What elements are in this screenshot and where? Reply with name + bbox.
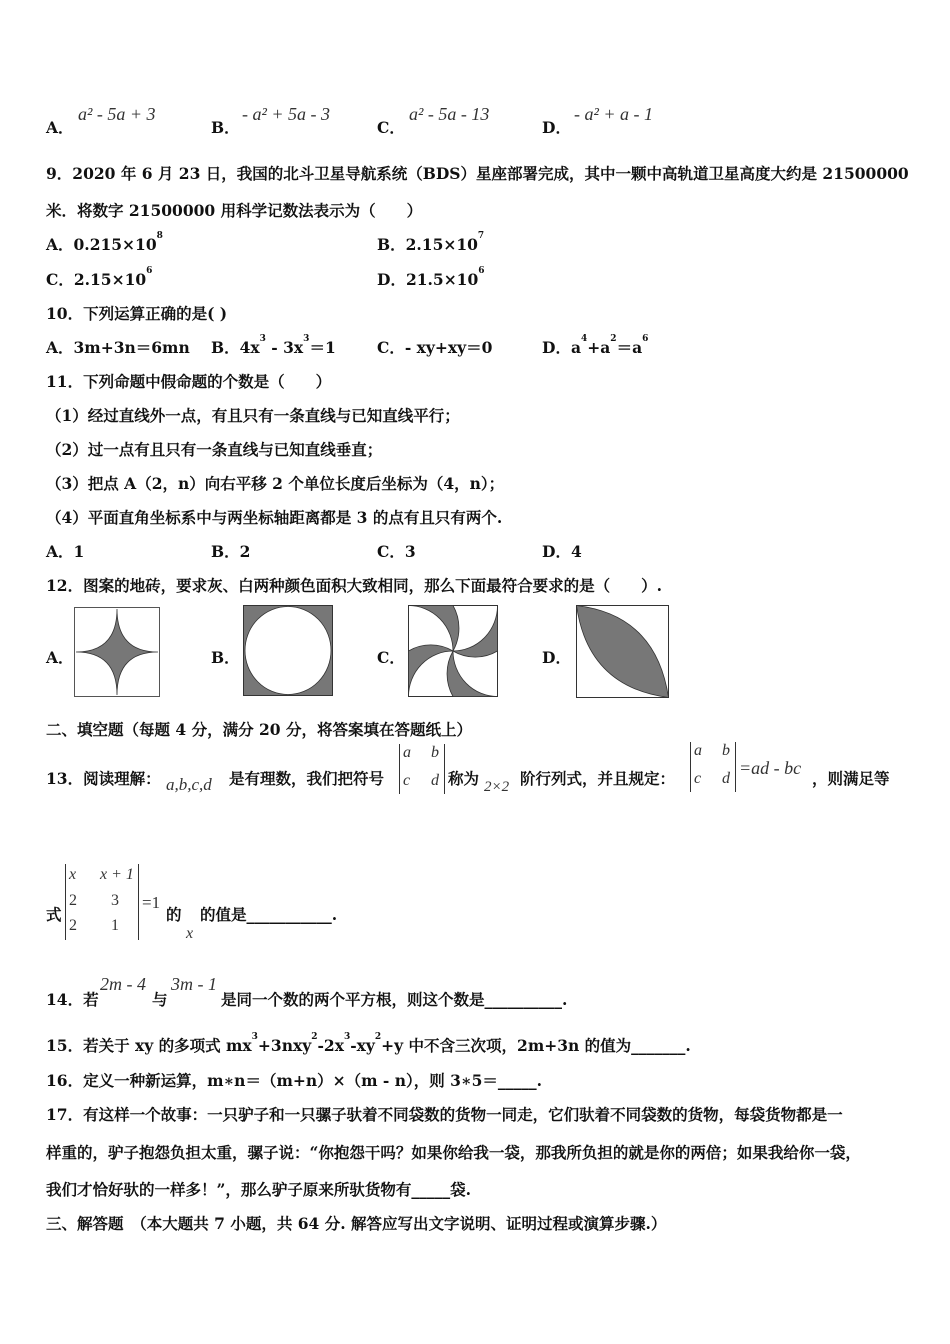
q16-stem: 16．定义一种新运算，m∗n＝（m+n）×（m - n），则 3∗5＝_____. (46, 1071, 543, 1090)
q17-line2: 样重的，驴子抱怨负担太重，骡子说：“你抱怨干吗？如果你给我一袋，那我所负担的就是你的两倍；如果我给你一袋， (46, 1143, 861, 1162)
q10-option-a: A．3m+3n＝6mn (46, 338, 190, 357)
q14-expr-2: 3m - 1 (171, 974, 217, 994)
q12-option-a-label: A． (46, 648, 74, 667)
q12-option-c-figure (408, 605, 498, 697)
q11-option-a: A．1 (46, 542, 85, 561)
q9-option-b: B．$2.15\times 10^7$ (377, 231, 485, 254)
q8-option-d-label: D． (542, 118, 571, 137)
q15-stem: 15．若关于 xy 的多项式 $mx^3+3nxy^2-2x^3-xy^2+y$ 中不含三次项，2m+3n 的值为_______. (46, 1032, 691, 1055)
q11-item-2: （2）过一点有且只有一条直线与已知直线垂直； (46, 440, 383, 459)
q13-text-8: 的值是___________. (200, 905, 338, 924)
q13-text-2: 是有理数，我们把符号 (229, 769, 385, 788)
q13-vars: a,b,c,d (166, 775, 212, 794)
q13-text-6: 式 (46, 905, 62, 924)
q11-option-b: B．2 (211, 542, 251, 561)
q13-matrix-symbol: a b c d (399, 744, 445, 794)
q11-item-3: （3）把点 A（2，n）向右平移 2 个单位长度后坐标为（4，n）； (46, 474, 505, 493)
q14-text-3: 是同一个数的两个平方根，则这个数是__________. (221, 990, 568, 1009)
q12-option-d-label: D． (542, 648, 571, 667)
q11-option-c: C．3 (377, 542, 416, 561)
q12-stem: 12．图案的地砖，要求灰、白两种颜色面积大致相同，那么下面最符合要求的是（ ）. (46, 576, 662, 595)
q11-item-1: （1）经过直线外一点，有且只有一条直线与已知直线平行； (46, 406, 460, 425)
q13-text-5: ，则满足等 (812, 769, 890, 788)
q8-option-d: - a² + a - 1 (574, 104, 654, 124)
q14-text-1: 14．若 (46, 990, 99, 1009)
q9-option-c: C．$2.15\times 10^6$ (46, 266, 153, 289)
q8-option-a-label: A． (46, 118, 74, 137)
q8-option-b: - a² + 5a - 3 (242, 104, 331, 124)
q13-text-3: 称为 (448, 769, 480, 788)
q10-option-c: C．- xy+xy＝0 (377, 338, 493, 357)
q8-option-c-label: C． (377, 118, 405, 137)
q8-option-a: a² - 5a + 3 (78, 104, 156, 124)
section-2-heading: 二、填空题（每题 4 分，满分 20 分，将答案填在答题纸上） (46, 720, 472, 739)
q13-matrix-equation: x x + 1 2 3 2 1 (65, 864, 139, 940)
q13-var: x (186, 925, 194, 942)
q9-option-d: D．$21.5\times 10^6$ (377, 266, 485, 289)
q9-stem-line1: 9．2020 年 6 月 23 日，我国的北斗卫星导航系统（BDS）星座部署完成，其中一颗中高轨道卫星高度大约是 21500000 (46, 164, 909, 183)
q9-option-a: A．$0.215\times 10^8$ (46, 231, 163, 254)
q9-stem-line2: 米．将数字 21500000 用科学记数法表示为（ ） (46, 201, 423, 220)
q12-option-b-label: B． (211, 648, 240, 667)
q17-line1: 17．有这样一个故事：一只驴子和一只骡子驮着不同袋数的货物一同走，它们驮着不同袋数的货物，每袋货物都是一 (46, 1105, 843, 1124)
q10-stem: 10．下列运算正确的是( ) (46, 304, 228, 323)
q12-option-a-figure (74, 607, 160, 697)
q13-order: 2×2 (484, 779, 510, 795)
q13-matrix-rule: a b c d (690, 742, 736, 792)
q8-option-c: a² - 5a - 13 (409, 104, 490, 124)
q13-rule: =ad - bc (739, 758, 802, 778)
q12-option-d-figure (576, 605, 669, 698)
q13-text-4: 阶行列式，并且规定： (520, 769, 676, 788)
q11-stem: 11．下列命题中假命题的个数是（ ） (46, 372, 332, 391)
q11-option-d: D．4 (542, 542, 582, 561)
q13-equals: =1 (142, 893, 161, 912)
section-3-heading: 三、解答题 （本大题共 7 小题，共 64 分. 解答应写出文字说明、证明过程或演算步骤.） (46, 1214, 667, 1233)
q8-option-b-label: B． (211, 118, 240, 137)
q10-option-d: D．$a^4+a^2=a^6$ (542, 334, 649, 357)
q14-expr-1: 2m - 4 (100, 974, 146, 994)
q13-text-7: 的 (166, 905, 182, 924)
q10-option-b: B．$4x^3 - 3x^3=1$ (211, 334, 336, 357)
q12-option-c-label: C． (377, 648, 405, 667)
q13-text-1: 13．阅读理解： (46, 769, 161, 788)
q17-line3: 我们才恰好驮的一样多！”，那么驴子原来所驮货物有_____袋. (46, 1180, 472, 1199)
q14-text-2: 与 (152, 990, 168, 1009)
q12-option-b-figure (243, 605, 333, 696)
q11-item-4: （4）平面直角坐标系中与两坐标轴距离都是 3 的点有且只有两个. (46, 508, 503, 527)
